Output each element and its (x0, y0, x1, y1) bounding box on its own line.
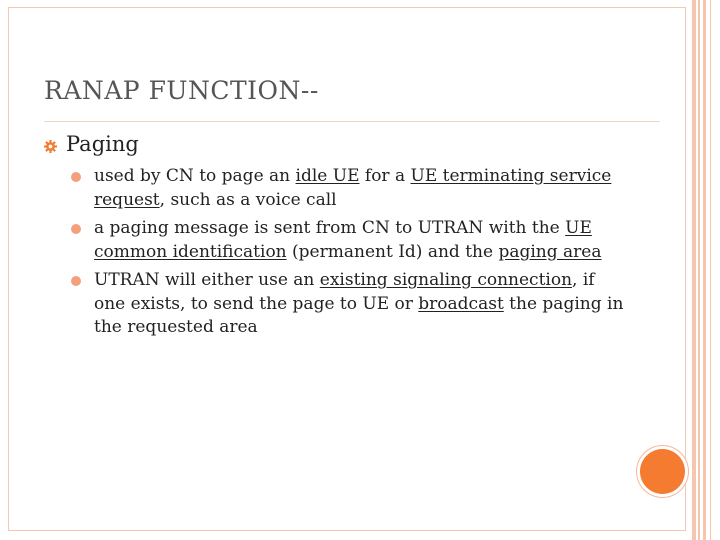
bullet-dot-icon (71, 224, 81, 234)
underlined-term: idle UE (295, 166, 360, 186)
decorative-stripe (710, 0, 711, 540)
gear-icon (44, 140, 57, 153)
underlined-term: paging area (498, 241, 602, 262)
bullet-text: UTRAN will either use an (94, 270, 320, 290)
sub-bullet-item (66, 165, 626, 212)
bullet-text: , such as a voice call (159, 189, 337, 210)
bullet-text: used by CN to page an (94, 166, 296, 186)
title-divider (44, 121, 660, 122)
bullet-text: for a (359, 166, 411, 186)
bullet-text: the paging in the requested area (94, 293, 624, 337)
bullet-text: (permanent Id) and the (286, 241, 499, 262)
sub-bullet-item (66, 269, 626, 340)
underlined-term: UE terminating service request (94, 166, 612, 210)
decorative-stripe (692, 0, 696, 540)
bullet-dot-icon (71, 172, 81, 182)
decorative-dot (640, 449, 685, 494)
decorative-stripe (698, 0, 700, 540)
slide-title: RANAP FUNCTION-- (44, 76, 319, 105)
bullet-text: a paging message is sent from CN to UTRAN with the (94, 218, 566, 238)
underlined-term: broadcast (418, 293, 504, 314)
underlined-term: UE common identification (94, 218, 592, 262)
sub-bullet-item (66, 217, 626, 264)
bullet-text: , if one exists, to send the page to UE or (94, 270, 595, 314)
underlined-term: existing signaling connection (319, 270, 573, 290)
sub-bullet-list (66, 165, 626, 345)
decorative-stripe (703, 0, 706, 540)
bullet-dot-icon (71, 276, 81, 286)
main-bullet-text: Paging (66, 132, 139, 156)
